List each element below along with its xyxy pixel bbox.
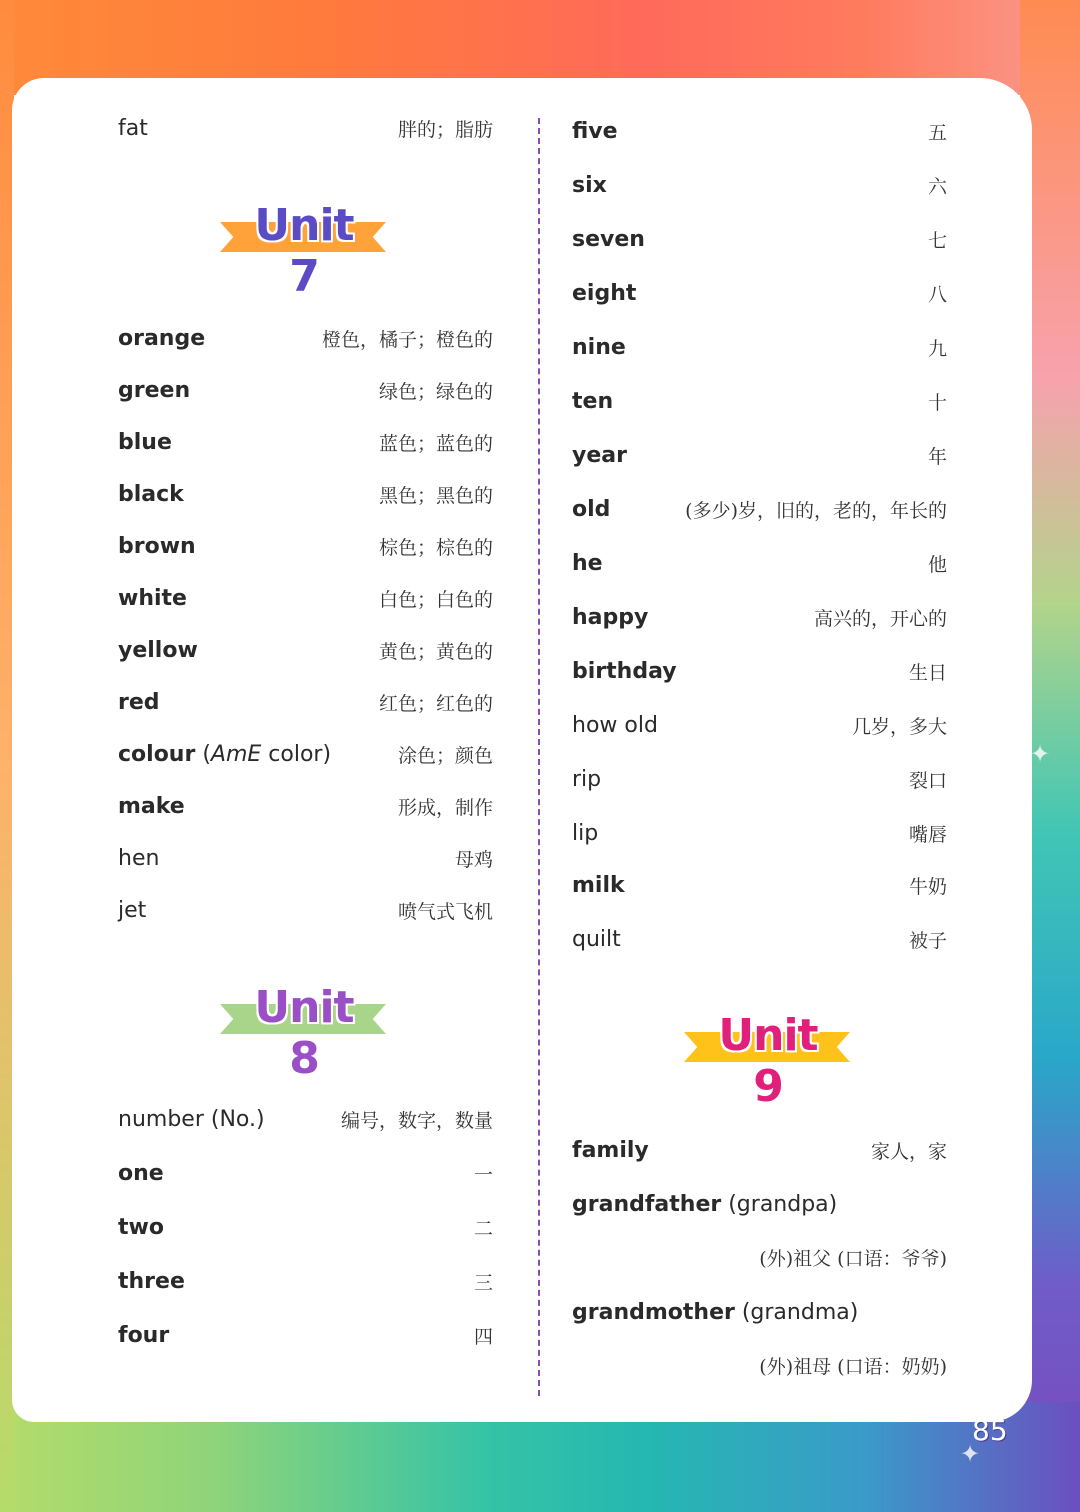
vocab-word: nine [572,334,626,360]
vocab-row [118,370,493,410]
vocab-word: jet [118,897,147,923]
vocab-row [572,111,947,151]
vocab-row [118,890,493,930]
vocab-meaning: 一 [473,1163,493,1186]
vocab-word: happy [572,604,649,630]
vocab-word: five [572,118,618,144]
page-number: 85 [972,1414,1008,1447]
vocab-word: yellow [118,637,198,663]
vocab-row [118,838,493,878]
vocab-row [572,597,947,637]
vocab-meaning: 胖的；脂肪 [397,118,493,141]
vocab-word [118,742,331,767]
vocab-row [572,865,947,905]
vocab-row [572,543,947,583]
vocab-row [118,786,493,826]
vocab-meaning: 母鸡 [454,848,493,871]
vocab-row [118,630,493,670]
vocab-word: hen [118,845,160,871]
vocab-word: he [572,550,603,576]
vocab-meaning: 白色；白色的 [378,588,493,611]
vocab-meaning: (多少)岁，旧的，老的，年长的 [685,499,947,522]
vocab-meaning: 四 [473,1325,493,1348]
vocab-word: family [572,1137,649,1163]
vocab-row [118,734,493,774]
vocab-meaning: 七 [927,229,947,252]
vocab-word: blue [118,429,172,455]
vocab-word: how old [572,712,658,738]
unit9-banner [684,1008,874,1112]
vocab-row [572,1292,947,1332]
vocab-meaning: 十 [927,391,947,414]
vocab-word-italic: AmE [210,741,262,767]
vocab-row [118,578,493,618]
vocab-word: six [572,172,607,198]
vocab-meaning: 几岁，多大 [851,715,947,738]
vocab-word: red [118,689,160,715]
vocab-word: quilt [572,926,621,952]
vocab-meaning: 六 [927,175,947,198]
vocab-meaning: 生日 [908,661,947,684]
vocab-row [572,273,947,313]
vocab-word [572,1192,837,1217]
vocab-row [572,1184,947,1224]
sparkle-icon: ✦ [1030,740,1051,768]
vocab-meaning: 喷气式飞机 [397,900,493,923]
vocab-word: green [118,377,191,403]
vocab-word: two [118,1214,164,1240]
vocab-meaning: 被子 [908,929,947,952]
vocab-row [572,705,947,745]
vocab-meaning: 高兴的，开心的 [813,607,947,630]
unit8-title: Unit 8 [254,982,354,1084]
vocab-word: milk [572,872,625,898]
vocab-meaning: (外)祖父 (口语：爷爷) [759,1247,947,1270]
vocab-row [118,1099,493,1139]
vocab-word: four [118,1322,170,1348]
vocab-word: black [118,481,184,507]
vocab-word [572,1300,858,1325]
vocab-word: year [572,442,627,468]
vocab-row [118,682,493,722]
vocab-word: old [572,496,611,522]
unit7-title: Unit 7 [254,200,354,302]
vocab-word: ten [572,388,614,414]
vocab-meaning: (外)祖母 (口语：奶奶) [759,1355,947,1378]
vocab-word-main: grandmother [572,1299,735,1325]
vocab-word-main: grandfather [572,1191,722,1217]
vocab-word: rip [572,766,602,792]
vocab-row [572,219,947,259]
vocab-row [118,108,493,148]
vocab-meaning: 橙色，橘子；橙色的 [321,328,493,351]
vocab-word: three [118,1268,185,1294]
vocab-word: fat [118,115,148,141]
vocab-row [118,474,493,514]
vocab-word: orange [118,325,206,351]
vocab-row [572,381,947,421]
vocab-word-paren: (grandma) [734,1299,859,1325]
vocab-word: birthday [572,658,677,684]
vocab-meaning: 嘴唇 [908,823,947,846]
vocab-meaning: 牛奶 [908,875,947,898]
vocab-meaning: 家人，家 [870,1140,947,1163]
vocab-word-paren-rest: color) [261,741,332,767]
vocab-row [572,435,947,475]
vocab-row [572,1130,947,1170]
vocab-word: lip [572,820,599,846]
vocab-word: brown [118,533,196,559]
vocab-meaning: 形成，制作 [397,796,493,819]
vocab-row [572,759,947,799]
vocab-word: white [118,585,187,611]
vocab-row [572,165,947,205]
vocab-meaning: 涂色；颜色 [397,744,493,767]
vocab-meaning: 绿色；绿色的 [378,380,493,403]
vocab-meaning: 九 [927,337,947,360]
unit7-banner [220,198,410,302]
vocab-word: make [118,793,185,819]
vocab-meaning: 八 [927,283,947,306]
vocab-word: eight [572,280,637,306]
vocab-row [118,1315,493,1355]
vocab-row [572,651,947,691]
vocab-meaning: 棕色；棕色的 [378,536,493,559]
vocab-row [572,489,947,529]
vocab-row [572,327,947,367]
vocab-meaning: 年 [927,445,947,468]
vocab-row [572,919,947,959]
left-rainbow-border [0,0,14,1512]
vocab-row [118,1207,493,1247]
vocab-meaning: 蓝色；蓝色的 [378,432,493,455]
vocab-word: number (No.) [118,1106,265,1132]
vocab-meaning: 五 [927,121,947,144]
vocab-meaning: 红色；红色的 [378,692,493,715]
vocab-row [118,1261,493,1301]
vocab-row [118,318,493,358]
vocab-meaning: 他 [927,553,947,576]
vocab-meaning: 编号，数字，数量 [340,1109,493,1132]
vocab-word-main: colour [118,741,196,767]
vocab-meaning: 裂口 [908,769,947,792]
vocab-meaning: 二 [473,1217,493,1240]
vocab-word-paren-open: ( [195,741,211,767]
vocab-word: seven [572,226,645,252]
vocab-row [118,526,493,566]
vocab-row [572,813,947,853]
sparkle-icon: ✦ [960,1440,981,1468]
vocab-row [118,1153,493,1193]
unit8-banner [220,980,410,1084]
vocab-row [118,422,493,462]
vocab-meaning: 黑色；黑色的 [378,484,493,507]
vocab-meaning: 黄色；黄色的 [378,640,493,663]
vocab-meaning: 三 [473,1271,493,1294]
vocab-word-paren: (grandpa) [721,1191,838,1217]
column-divider [538,118,540,1396]
unit9-title: Unit 9 [718,1010,818,1112]
vocab-word: one [118,1160,164,1186]
